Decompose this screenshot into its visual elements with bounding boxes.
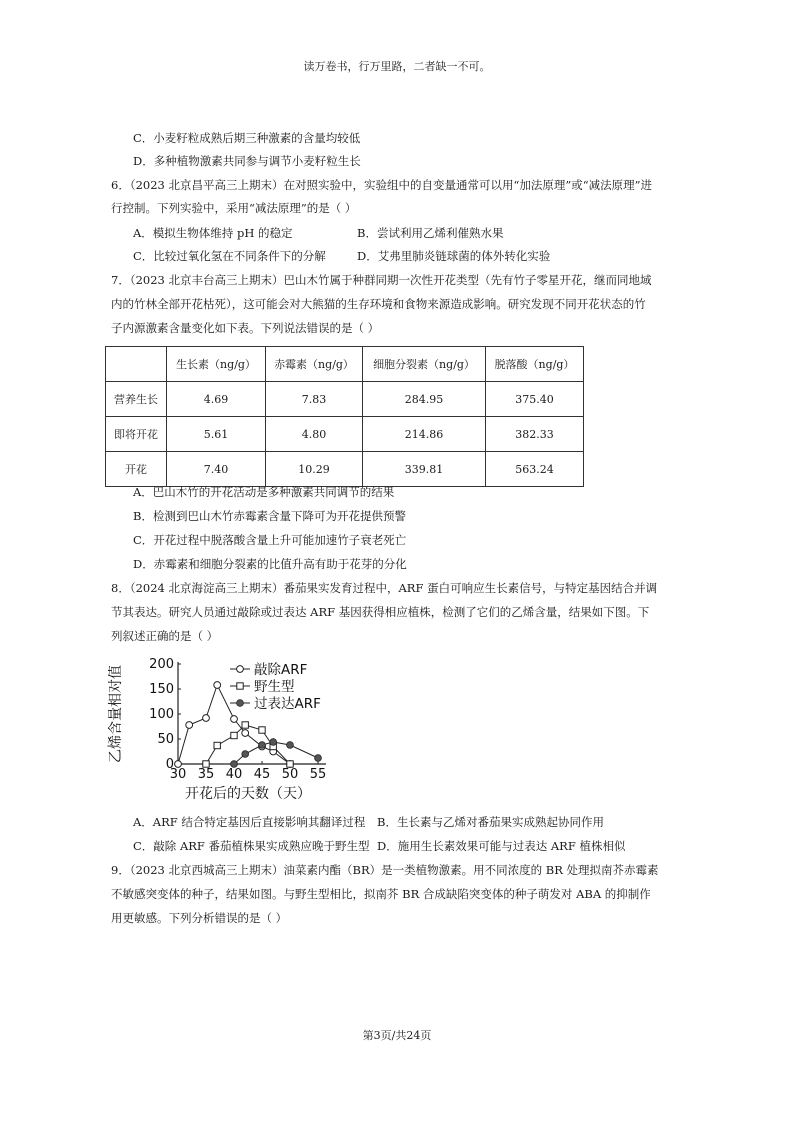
data-point — [214, 742, 220, 748]
table-cell: 563.24 — [486, 452, 584, 487]
table-cell: 7.83 — [266, 382, 363, 417]
x-tick-label: 30 — [169, 767, 187, 782]
q9-stem-line3: 用更敏感。下列分析错误的是（ ） — [111, 911, 288, 925]
table-row — [106, 382, 584, 417]
legend-marker — [237, 700, 244, 707]
y-tick-label: 50 — [157, 732, 174, 747]
ethylene-chart — [90, 650, 360, 805]
q7-option-b: B．检测到巴山木竹赤霉素含量下降可为开花提供预警 — [133, 509, 406, 523]
data-point — [231, 761, 238, 768]
y-tick-label: 200 — [149, 657, 174, 672]
data-point — [231, 732, 237, 738]
q8-stem-line3: 列叙述正确的是（ ） — [111, 629, 219, 643]
data-point — [203, 761, 209, 767]
q7-stem-line2: 内的竹林全部开花枯死），这可能会对大熊猫的生存环境和食物来源造成影响。研究发现不同开花状态的竹 — [111, 297, 646, 311]
q6-option-d: D．艾弗里肺炎链球菌的体外转化实验 — [357, 249, 551, 263]
table-cell: 214.86 — [363, 417, 486, 452]
chart-series — [175, 682, 322, 768]
q6-stem-line1: 6．（2023 北京昌平高三上期末）在对照实验中，实验组中的自变量通常可以用“加法原理”或“减法原理”进 — [111, 178, 653, 192]
x-tick-label: 45 — [253, 767, 271, 782]
q6-option-c: C．比较过氧化氢在不同条件下的分解 — [133, 249, 326, 263]
table-header-cell: 生长素（ng/g） — [167, 347, 266, 382]
chart-legend — [230, 661, 321, 712]
table-cell: 7.40 — [167, 452, 266, 487]
q8-option-c: C．敲除 ARF 番茄植株果实成熟应晚于野生型 — [133, 839, 370, 853]
page-header-motto: 读万卷书，行万里路，二者缺一不可。 — [303, 60, 491, 73]
q9-stem-line2: 不敏感突变体的种子，结果如图。与野生型相比，拟南芥 BR 合成缺陷突变体的种子萌发对 ABA 的抑制作 — [111, 887, 651, 901]
q8-option-d: D．施用生长素效果可能与过表达 ARF 植株相似 — [377, 839, 626, 853]
x-tick-label: 40 — [225, 767, 243, 782]
legend-marker — [237, 666, 244, 673]
legend-label: 过表达ARF — [254, 696, 321, 712]
q7-stem-line3: 子内源激素含量变化如下表。下列说法错误的是（ ） — [111, 321, 380, 335]
q8-option-a: A．ARF 结合特定基因后直接影响其翻译过程 — [133, 815, 366, 829]
data-point — [231, 716, 238, 723]
data-point — [270, 739, 277, 746]
data-point — [259, 727, 265, 733]
data-point — [186, 722, 193, 729]
y-axis-title: 乙烯含量相对值 — [108, 665, 124, 763]
data-point — [214, 682, 221, 689]
table-header-cell — [106, 347, 167, 382]
table-cell: 开花 — [106, 452, 167, 487]
legend-label: 敲除ARF — [254, 662, 308, 678]
q8-option-b: B．生长素与乙烯对番茄果实成熟起协同作用 — [377, 815, 604, 829]
table-row — [106, 452, 584, 487]
q7-option-a: A．巴山木竹的开花活动是多种激素共同调节的结果 — [133, 485, 395, 499]
q7-option-c: C．开花过程中脱落酸含量上升可能加速竹子衰老死亡 — [133, 533, 407, 547]
table-header-row — [106, 347, 584, 382]
series-2 — [203, 722, 293, 767]
x-tick-label: 35 — [197, 767, 215, 782]
q5-option-c: C．小麦籽粒成熟后期三种激素的含量均较低 — [133, 131, 361, 145]
q7-stem-line1: 7．（2023 北京丰台高三上期末）巴山木竹属于种群同期一次性开花类型（先有竹子零星开花，继而同地域 — [111, 273, 652, 287]
table-cell: 即将开花 — [106, 417, 167, 452]
q8-stem-line2: 节其表达。研究人员通过敲除或过表达 ARF 基因获得相应植株，检测了它们的乙烯含量，结果如下图。下 — [111, 605, 650, 619]
table-cell: 382.33 — [486, 417, 584, 452]
data-point — [242, 730, 249, 737]
y-tick-label: 100 — [149, 707, 174, 722]
table-row — [106, 417, 584, 452]
data-point — [242, 722, 248, 728]
y-tick-label: 150 — [149, 682, 174, 697]
data-point — [175, 761, 182, 768]
table-cell: 4.80 — [266, 417, 363, 452]
data-point — [259, 742, 266, 749]
q7-option-d: D．赤霉素和细胞分裂素的比值升高有助于花芽的分化 — [133, 557, 407, 571]
data-point — [287, 761, 293, 767]
q5-option-d: D．多种植物激素共同参与调节小麦籽粒生长 — [133, 154, 361, 168]
q8-stem-line1: 8．（2024 北京海淀高三上期末）番茄果实发育过程中，ARF 蛋白可响应生长素信号，与特定基因结合并调 — [111, 581, 658, 595]
table-cell: 339.81 — [363, 452, 486, 487]
table-cell: 284.95 — [363, 382, 486, 417]
table-header-cell: 脱落酸（ng/g） — [486, 347, 584, 382]
q6-option-a: A．模拟生物体维持 pH 的稳定 — [133, 226, 293, 240]
table-cell: 375.40 — [486, 382, 584, 417]
legend-marker — [237, 683, 243, 689]
q9-stem-line1: 9．（2023 北京西城高三上期末）油菜素内酯（BR）是一类植物激素。用不同浓度的 BR 处理拟南芥赤霉素 — [111, 863, 659, 877]
data-point — [203, 715, 210, 722]
y-tick-label: 0 — [165, 757, 174, 772]
table-cell: 营养生长 — [106, 382, 167, 417]
legend-label: 野生型 — [254, 679, 295, 695]
table-cell: 5.61 — [167, 417, 266, 452]
data-point — [287, 742, 294, 749]
x-axis-title: 开花后的天数（天） — [185, 786, 311, 802]
table-header-cell: 赤霉素（ng/g） — [266, 347, 363, 382]
x-tick-label: 55 — [309, 767, 327, 782]
table-header-cell: 细胞分裂素（ng/g） — [363, 347, 486, 382]
q6-option-b: B．尝试利用乙烯利催熟水果 — [357, 226, 504, 240]
data-point — [315, 755, 322, 762]
hormone-table — [105, 346, 584, 487]
table-cell: 10.29 — [266, 452, 363, 487]
q6-stem-line2: 行控制。下列实验中，采用“减法原理”的是（ ） — [111, 201, 357, 215]
data-point — [242, 751, 249, 758]
page-footer-number: 第3页/共24页 — [362, 1029, 432, 1042]
x-tick-label: 50 — [281, 767, 299, 782]
table-cell: 4.69 — [167, 382, 266, 417]
